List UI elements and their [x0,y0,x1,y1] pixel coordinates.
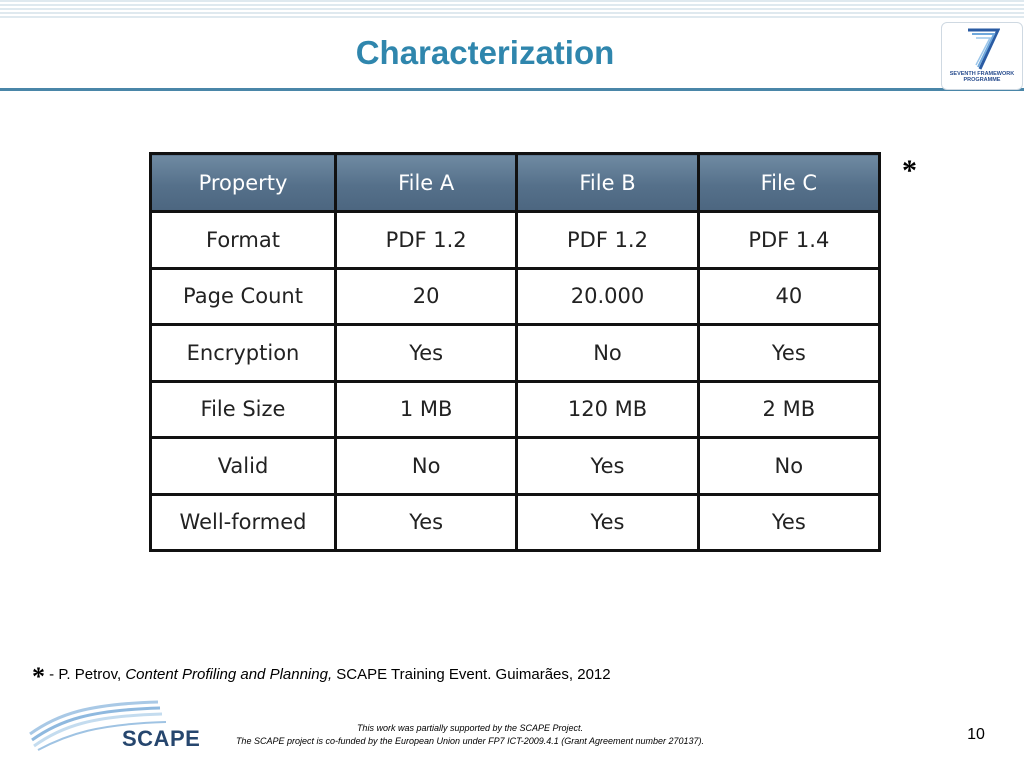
property-name-cell: Valid [151,438,336,495]
table-cell: Yes [698,494,879,551]
fp7-label-line1: SEVENTH FRAMEWORK [949,71,1015,77]
citation [32,662,611,692]
citation-marker: * [32,662,45,691]
citation-work-title: Content Profiling and Planning, [125,666,333,683]
property-name-cell: File Size [151,381,336,438]
table-row [151,325,880,382]
column-header: File C [698,154,879,212]
table-row [151,438,880,495]
funding-line-2: The SCAPE project is co-funded by the European Union under FP7 ICT-2009.4.1 (Grant Agreement number 270137). [235,736,705,746]
property-name-cell: Page Count [151,268,336,325]
table-cell: Yes [336,325,517,382]
table-row [151,381,880,438]
table-cell: PDF 1.2 [517,212,698,269]
citation-prefix: - P. Petrov, [45,666,126,683]
fp7-label-line2: PROGRAMME [963,77,1001,83]
table-cell: 120 MB [517,381,698,438]
footnote-marker: * [902,154,917,187]
column-header: File B [517,154,698,212]
table-cell: 2 MB [698,381,879,438]
title-divider [0,88,1024,91]
table-cell: PDF 1.2 [336,212,517,269]
seven-icon [966,27,1000,71]
table-cell: 40 [698,268,879,325]
table-cell: No [698,438,879,495]
column-header: Property [151,154,336,212]
page-number: 10 [967,726,985,743]
funding-notice [190,722,750,748]
table-cell: Yes [336,494,517,551]
citation-suffix: SCAPE Training Event. Guimarães, 2012 [332,666,611,683]
property-name-cell: Format [151,212,336,269]
table-row [151,268,880,325]
table-cell: 20.000 [517,268,698,325]
table-cell: Yes [517,438,698,495]
table-cell: 20 [336,268,517,325]
funding-line-1: This work was partially supported by the SCAPE Project. [356,723,584,733]
table-cell: No [517,325,698,382]
table-cell: Yes [517,494,698,551]
column-header: File A [336,154,517,212]
slide-title: Characterization [355,34,615,71]
table-cell: Yes [698,325,879,382]
fp7-label [942,71,1022,83]
table-header-row [151,154,880,212]
seventh-framework-logo [941,22,1023,90]
table-cell: PDF 1.4 [698,212,879,269]
property-name-cell: Encryption [151,325,336,382]
property-name-cell: Well-formed [151,494,336,551]
table-cell: 1 MB [336,381,517,438]
scape-logo-text: SCAPE [122,726,201,751]
top-stripe-decoration [0,0,1024,20]
table-row [151,494,880,551]
table-cell: No [336,438,517,495]
table-row [151,212,880,269]
characterization-table [149,152,881,552]
